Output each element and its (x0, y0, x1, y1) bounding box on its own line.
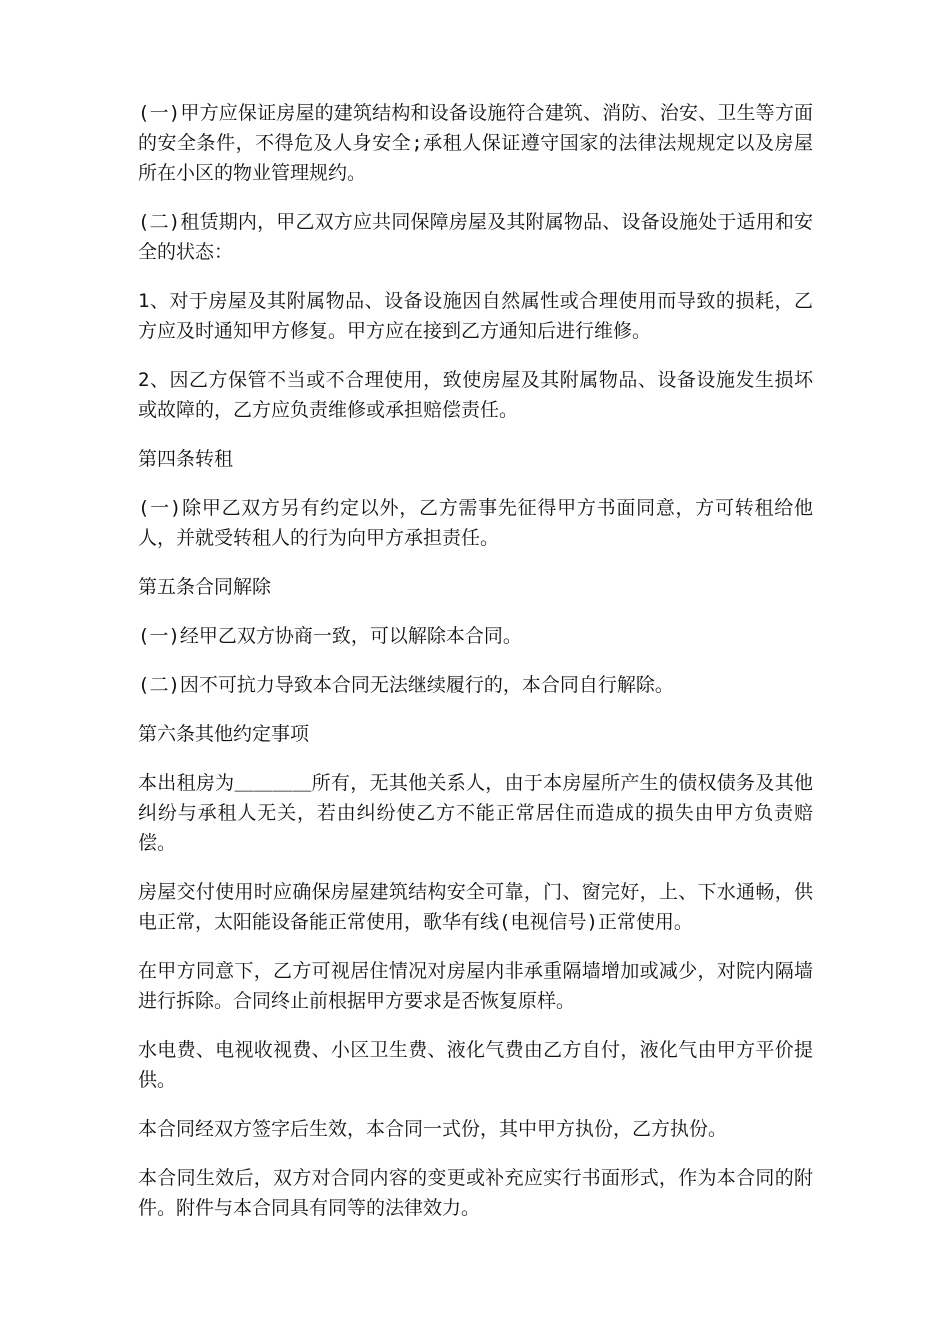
clause-1-text: (一)甲方应保证房屋的建筑结构和设备设施符合建筑、消防、治安、卫生等方面的安全条件，不得危及人身安全;承租人保证遵守国家的法律法规规定以及房屋所在小区的物业管理规约。 (138, 102, 813, 184)
clause-2-item-2-text: 2、因乙方保管不当或不合理使用，致使房屋及其附属物品、设备设施发生损坏或故障的，乙方应负责维修或承担赔偿责任。 (138, 369, 813, 421)
article-6-walls-text: 在甲方同意下，乙方可视居住情况对房屋内非承重隔墙增加或减少，对院内隔墙进行拆除。合同终止前根据甲方要求是否恢复原样。 (138, 960, 813, 1012)
article-6-delivery-text: 房屋交付使用时应确保房屋建筑结构安全可靠，门、窗完好，上、下水通畅，供电正常，太阳能设备能正常使用，歌华有线(电视信号)正常使用。 (138, 881, 813, 933)
clause-2-item-1-text: 1、对于房屋及其附属物品、设备设施因自然属性或合理使用而导致的损耗，乙方应及时通知甲方修复。甲方应在接到乙方通知后进行维修。 (138, 290, 813, 342)
article-6-fees-text: 水电费、电视收视费、小区卫生费、液化气费由乙方自付，液化气由甲方平价提供。 (138, 1039, 813, 1091)
article-6-ownership-text: 本出租房为＿＿＿＿所有，无其他关系人，由于本房屋所产生的债权债务及其他纠纷与承租人无关，若由纠纷使乙方不能正常居住而造成的损失由甲方负责赔偿。 (138, 772, 813, 854)
article-6-effective-text: 本合同经双方签字后生效，本合同一式份，其中甲方执份，乙方执份。 (138, 1118, 728, 1140)
article-6-amendment-text: 本合同生效后，双方对合同内容的变更或补充应实行书面形式，作为本合同的附件。附件与本合同具有同等的法律效力。 (138, 1167, 813, 1219)
article-6-heading: 第六条其他约定事项 (138, 723, 310, 745)
article-4-heading: 第四条转租 (138, 448, 234, 470)
article-5-clause-2-text: (二)因不可抗力导致本合同无法继续履行的，本合同自行解除。 (138, 674, 674, 696)
article-5-heading: 第五条合同解除 (138, 576, 272, 598)
clause-2-text: (二)租赁期内，甲乙双方应共同保障房屋及其附属物品、设备设施处于适用和安全的状态： (138, 211, 813, 263)
article-5-clause-1-text: (一)经甲乙双方协商一致，可以解除本合同。 (138, 625, 522, 647)
document-body (138, 98, 813, 1242)
article-4-clause-1-text: (一)除甲乙双方另有约定以外，乙方需事先征得甲方书面同意，方可转租给他人，并就受转租人的行为向甲方承担责任。 (138, 497, 813, 549)
